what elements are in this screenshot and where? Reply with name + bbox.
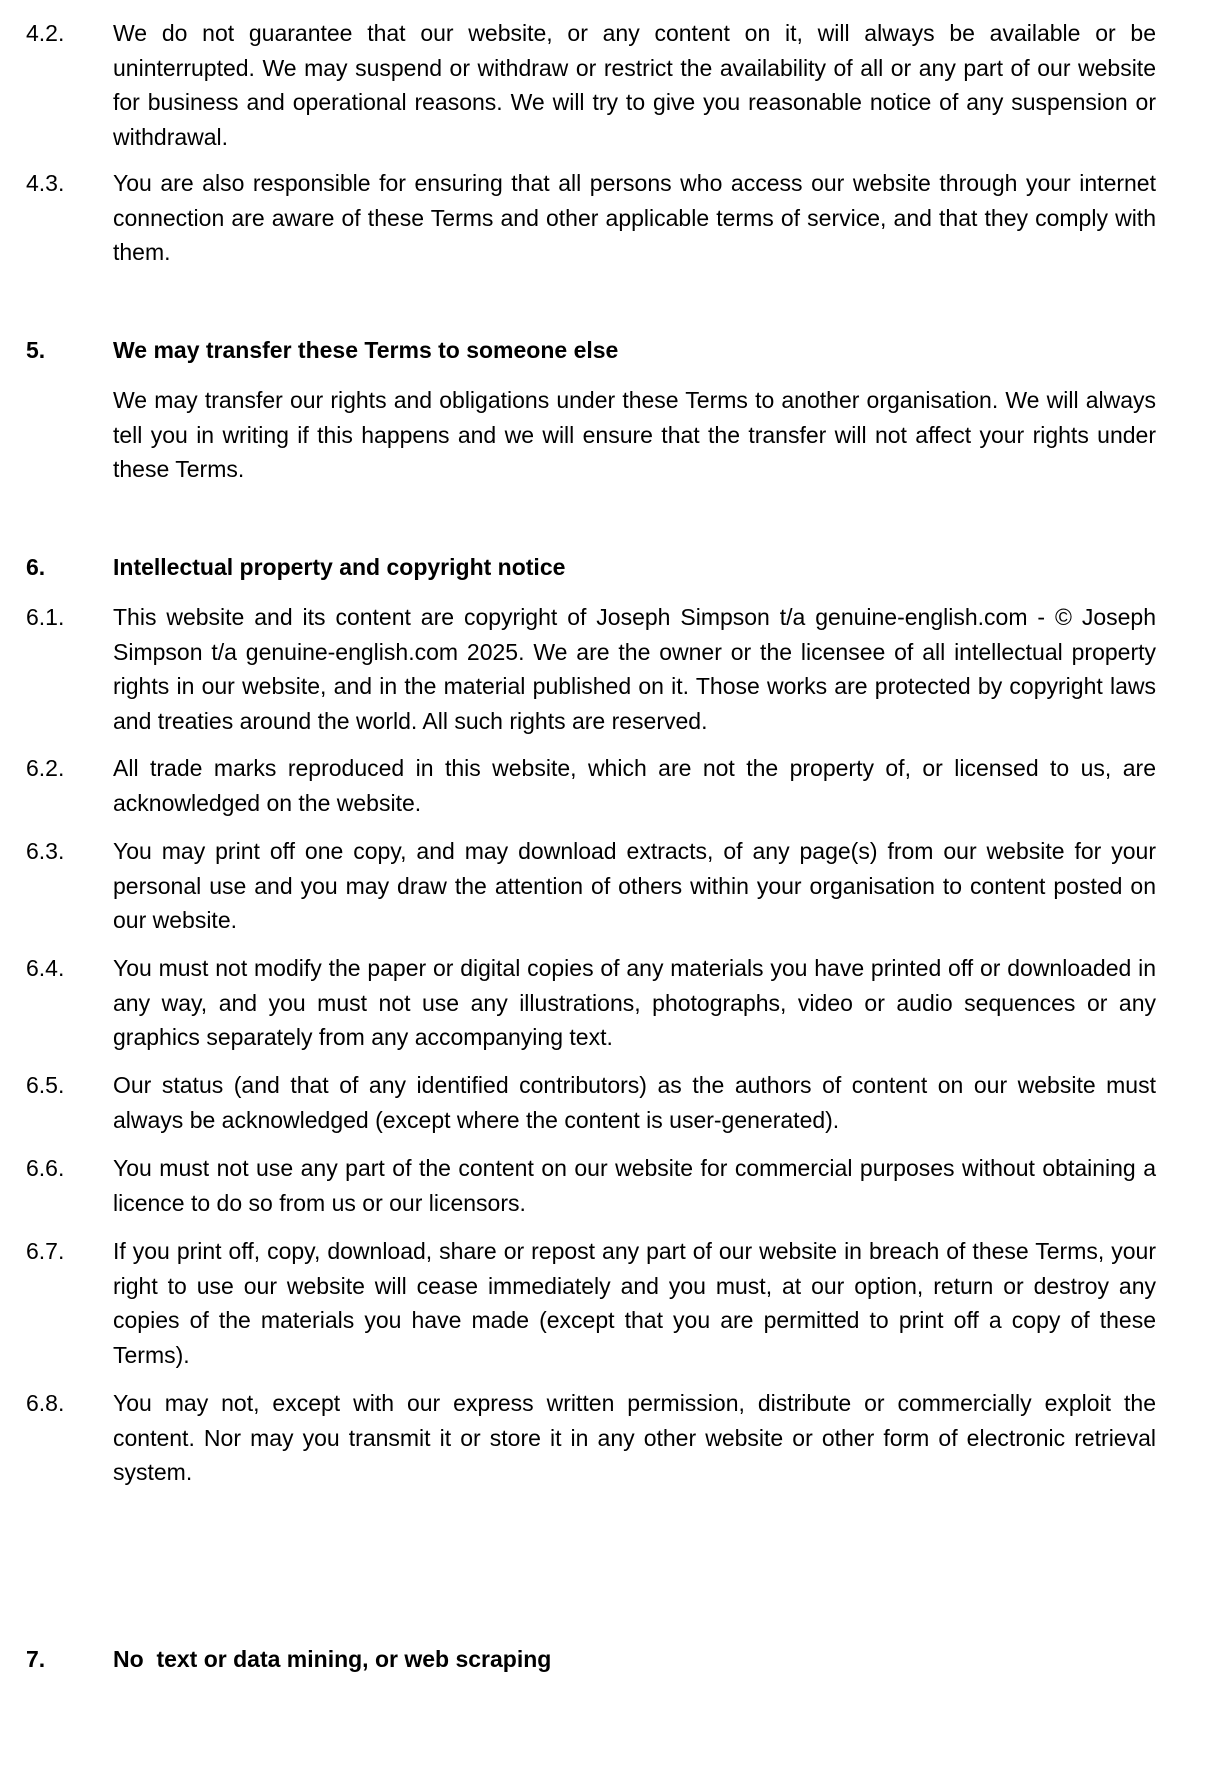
section-heading: No text or data mining, or web scraping <box>113 1646 552 1672</box>
section-number: 5. <box>26 337 46 363</box>
clause-number: 4.2. <box>26 20 65 46</box>
section-6-heading-row <box>26 550 1156 585</box>
section-number: 7. <box>26 1646 46 1672</box>
clause-text: You must not use any part of the content on our website for commercial purposes without obtaining a licence to do so from us or our licensors. <box>113 1155 1156 1216</box>
clause-number: 6.1. <box>26 604 65 630</box>
clause-text: This website and its content are copyright of Joseph Simpson t/a genuine-english.com - © Joseph Simpson t/a genuine-english.com 2025. We are the owner or the licensee of all intellectual property rights in our website, and in the material published on it. Those works are protected by copyright laws and treaties around the world. All such rights are reserved. <box>113 604 1156 734</box>
section-heading: Intellectual property and copyright notice <box>113 554 566 580</box>
clause-text: We may transfer our rights and obligations under these Terms to another organisation. We will always tell you in writing if this happens and we will ensure that the transfer will not affect your rights under these Terms. <box>113 387 1156 482</box>
clause-number: 6.2. <box>26 755 65 781</box>
clause-text: If you print off, copy, download, share or repost any part of our website in breach of these Terms, your right to use our website will cease immediately and you must, at our option, return or destroy any copies of the materials you have made (except that you are permitted to print off a copy of these Terms). <box>113 1238 1156 1368</box>
clause-text: You must not modify the paper or digital copies of any materials you have printed off or downloaded in any way, and you must not use any illustrations, photographs, video or audio sequences or any graphics separately from any accompanying text. <box>113 955 1156 1050</box>
section-5-heading-row <box>26 333 1156 368</box>
section-heading: We may transfer these Terms to someone else <box>113 337 619 363</box>
clause-text: You may print off one copy, and may download extracts, of any page(s) from our website for your personal use and you may draw the attention of others within your organisation to content posted on our website. <box>113 838 1156 933</box>
clause-number: 6.4. <box>26 955 65 981</box>
clause-6-2 <box>26 751 1156 820</box>
clause-4-3 <box>26 166 1156 270</box>
clause-text: All trade marks reproduced in this website, which are not the property of, or licensed to us, are acknowledged on the website. <box>113 755 1156 816</box>
clause-number: 4.3. <box>26 170 65 196</box>
clause-6-8 <box>26 1386 1156 1490</box>
section-5-body <box>26 383 1156 487</box>
clause-number: 6.7. <box>26 1238 65 1264</box>
clause-6-3 <box>26 834 1156 938</box>
clause-6-4 <box>26 951 1156 1055</box>
clause-text: Our status (and that of any identified contributors) as the authors of content on our website must always be acknowledged (except where the content is user-generated). <box>113 1072 1156 1133</box>
clause-4-2 <box>26 16 1156 154</box>
clause-number: 6.5. <box>26 1072 65 1098</box>
clause-6-6 <box>26 1151 1156 1220</box>
clause-6-7 <box>26 1234 1156 1372</box>
clause-text: You may not, except with our express written permission, distribute or commercially exploit the content. Nor may you transmit it or store it in any other website or other form of electronic retrieval system. <box>113 1390 1156 1485</box>
clause-text: We do not guarantee that our website, or any content on it, will always be available or be uninterrupted. We may suspend or withdraw or restrict the availability of all or any part of our website for business and operational reasons. We will try to give you reasonable notice of any suspension or withdrawal. <box>113 20 1156 150</box>
clause-6-5 <box>26 1068 1156 1137</box>
section-number: 6. <box>26 554 46 580</box>
clause-number: 6.6. <box>26 1155 65 1181</box>
section-7-heading-row <box>26 1642 1156 1677</box>
clause-text: You are also responsible for ensuring that all persons who access our website through your internet connection are aware of these Terms and other applicable terms of service, and that they comply with them. <box>113 170 1156 265</box>
clause-number: 6.8. <box>26 1390 65 1416</box>
clause-number: 6.3. <box>26 838 65 864</box>
clause-6-1 <box>26 600 1156 738</box>
